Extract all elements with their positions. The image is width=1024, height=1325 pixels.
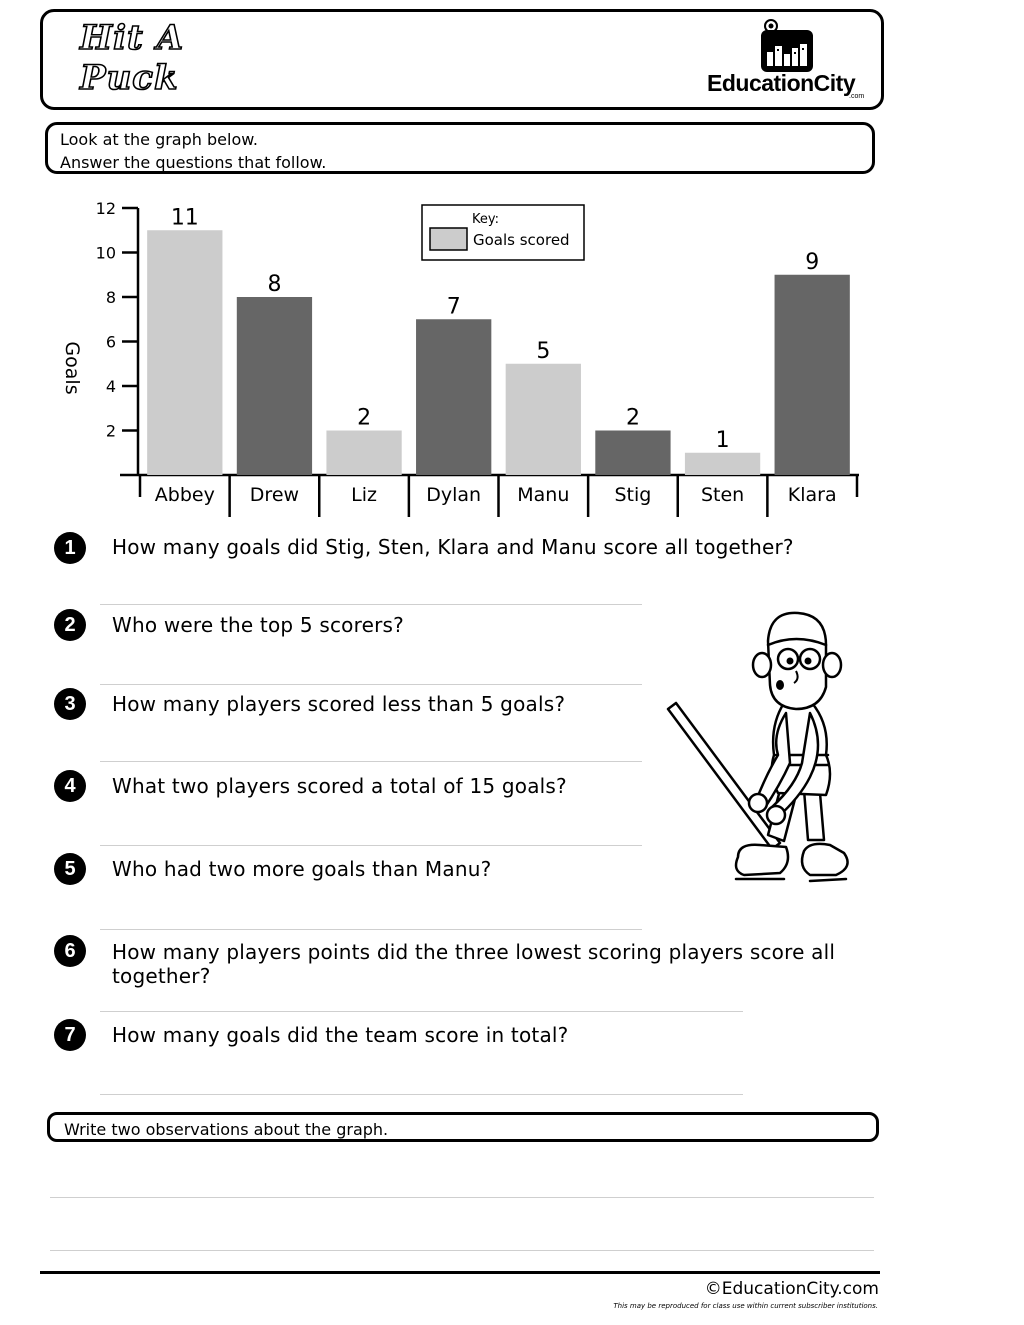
observations-box	[47, 1112, 879, 1142]
hockey-player-illustration	[660, 605, 860, 900]
instruction-line-1: Look at the graph below.	[60, 130, 258, 149]
bar-dylan	[416, 319, 491, 475]
footer-copyright: ©EducationCity.com	[704, 1279, 879, 1299]
question-number-3: 3	[54, 688, 86, 720]
data-label: 5	[536, 338, 551, 364]
question-number-7: 7	[54, 1019, 86, 1051]
bar-drew	[237, 297, 312, 475]
bar-klara	[775, 275, 850, 475]
data-label: 1	[715, 427, 730, 453]
category-label: Manu	[517, 484, 570, 506]
question-number-1: 1	[54, 532, 86, 564]
y-tick-label: 2	[105, 421, 116, 441]
brand-suffix: .com	[849, 93, 865, 100]
category-label: Abbey	[154, 484, 215, 506]
bar-sten	[685, 453, 760, 475]
instructions-box	[45, 122, 875, 174]
chart-legend	[422, 205, 584, 260]
question-text-6: How many players points did the three lowest scoring players score all together?	[112, 940, 836, 988]
observation-line-2[interactable]	[50, 1250, 874, 1251]
category-label: Drew	[249, 484, 300, 506]
data-label: 11	[170, 205, 199, 231]
brand-name: EducationCity	[707, 70, 856, 96]
instruction-line-2: Answer the questions that follow.	[60, 153, 327, 172]
footer-note: This may be reproduced for class use within current subscriber institutions.	[613, 1302, 878, 1310]
goals-bar-chart	[0, 190, 900, 525]
bar-liz	[326, 431, 401, 476]
answer-line-7[interactable]	[100, 1094, 743, 1095]
answer-line-3[interactable]	[100, 761, 642, 762]
data-label: 8	[267, 272, 282, 297]
bar-manu	[506, 364, 581, 475]
data-label: 7	[446, 294, 461, 320]
question-text-7: How many goals did the team score in total?	[112, 1023, 569, 1047]
data-label: 2	[357, 405, 372, 431]
category-label: Liz	[351, 484, 377, 506]
data-label: 9	[805, 249, 820, 275]
bar-abbey	[147, 230, 222, 475]
title-line-2: Puck	[80, 58, 179, 98]
question-number-4: 4	[54, 770, 86, 802]
question-number-6: 6	[54, 935, 86, 967]
y-tick-label: 12	[95, 199, 116, 218]
y-tick-label: 10	[95, 243, 116, 263]
question-text-4: What two players scored a total of 15 goals?	[112, 774, 567, 798]
category-label: Sten	[700, 484, 745, 506]
legend-title: Key:	[472, 212, 500, 227]
y-tick-label: 4	[105, 377, 116, 396]
answer-line-6[interactable]	[100, 1011, 743, 1012]
question-number-5: 5	[54, 853, 86, 885]
data-label: 2	[625, 405, 640, 431]
answer-line-5[interactable]	[100, 929, 642, 930]
observation-line-1[interactable]	[50, 1197, 874, 1198]
question-text-2: Who were the top 5 scorers?	[112, 613, 404, 637]
question-text-5: Who had two more goals than Manu?	[112, 857, 492, 881]
title-line-1: Hit A	[80, 18, 184, 58]
legend-label: Goals scored	[473, 231, 570, 249]
category-label: Klara	[787, 484, 837, 506]
answer-line-2[interactable]	[100, 684, 642, 685]
category-label: Dylan	[426, 484, 482, 506]
question-text-1: How many goals did Stig, Sten, Klara and Manu score all together?	[112, 535, 794, 559]
bar-stig	[595, 431, 670, 476]
answer-line-1[interactable]	[100, 604, 642, 605]
y-tick-label: 8	[105, 288, 116, 307]
legend-swatch	[430, 228, 467, 250]
educationcity-logo-icon	[755, 18, 815, 74]
observations-prompt: Write two observations about the graph.	[64, 1120, 389, 1139]
y-tick-label: 6	[105, 332, 116, 352]
footer-rule	[40, 1271, 880, 1274]
category-label: Stig	[614, 484, 652, 506]
y-axis-label: Goals	[61, 341, 83, 395]
answer-line-4[interactable]	[100, 845, 642, 846]
question-number-2: 2	[54, 609, 86, 641]
question-text-3: How many players scored less than 5 goals?	[112, 692, 566, 716]
